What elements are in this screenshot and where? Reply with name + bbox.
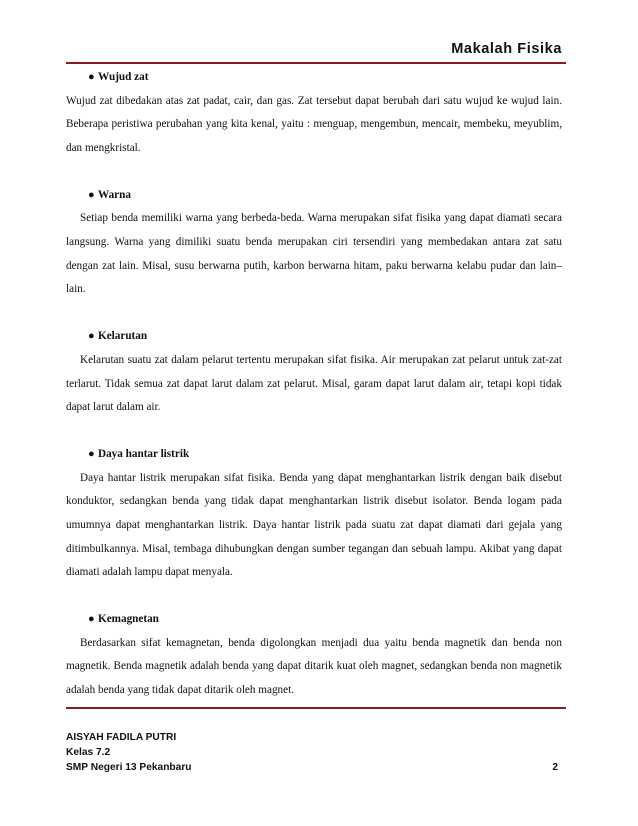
- section-paragraph: Setiap benda memiliki warna yang berbeda-beda. Warna merupakan sifat fisika yang dapat diamati secara langsung. Warna yang dimiliki suatu benda merupakan ciri tersendiri yang membedakan antara zat satu dengan zat lain. Misal, susu berwarna putih, karbon berwarna hitam, paku berwarna kelabu pudar dan lain–lain.: [66, 212, 562, 296]
- section-paragraph: Kelarutan suatu zat dalam pelarut tertentu merupakan sifat fisika. Air merupakan zat pelarut untuk zat-zat terlarut. Tidak semua zat dapat larut dalam zat pelarut. Misal, garam dapat larut dalam air, tetapi kopi tidak dapat larut dalam air.: [66, 353, 562, 414]
- document-header-title: Makalah Fisika: [451, 41, 562, 57]
- footer-author: AISYAH FADILA PUTRI: [66, 732, 177, 743]
- section-daya-hantar-listrik: [66, 443, 562, 585]
- footer-divider: [66, 707, 566, 709]
- section-heading-text: Daya hantar listrik: [98, 448, 190, 461]
- bullet-icon: ●: [88, 448, 95, 461]
- section-kemagnetan: [66, 608, 562, 702]
- document-body: [66, 66, 562, 726]
- section-heading-text: Wujud zat: [98, 71, 149, 83]
- footer-class: Kelas 7.2: [66, 747, 111, 758]
- section-heading-text: Kelarutan: [98, 330, 148, 343]
- bullet-icon: ●: [88, 188, 95, 201]
- section-heading-text: Kemagnetan: [98, 613, 159, 626]
- header-divider: [66, 62, 566, 64]
- section-heading: [66, 66, 562, 90]
- section-heading: [66, 443, 562, 467]
- section-paragraph: Berdasarkan sifat kemagnetan, benda digolongkan menjadi dua yaitu benda magnetik dan benda non magnetik. Benda magnetik adalah benda yang dapat ditarik kuat oleh magnet, sedangkan benda non magnetik adalah benda yang tidak dapat ditarik oleh magnet.: [66, 636, 562, 697]
- section-heading-text: Warna: [98, 188, 131, 201]
- section-heading: [66, 184, 562, 208]
- bullet-icon: ●: [88, 330, 95, 343]
- section-heading: [66, 608, 562, 632]
- document-footer: [66, 730, 562, 775]
- section-kelarutan: [66, 325, 562, 419]
- section-wujud-zat: [66, 66, 562, 160]
- page-number: 2: [552, 762, 558, 773]
- bullet-icon: ●: [88, 71, 95, 83]
- section-warna: [66, 184, 562, 302]
- section-heading: [66, 325, 562, 349]
- section-paragraph: Daya hantar listrik merupakan sifat fisika. Benda yang dapat menghantarkan listrik dengan baik disebut konduktor, sedangkan benda yang tidak dapat menghantarkan listrik disebut isolator. Benda logam pada umumnya dapat menghantarkan listrik. Daya hantar listrik pada suatu zat dapat diamati dari gejala yang ditimbulkannya. Misal, tembaga dihubungkan dengan sumber tegangan dan sebuah lampu. Akibat yang dapat diamati adalah lampu dapat menyala.: [66, 471, 562, 579]
- footer-school: SMP Negeri 13 Pekanbaru: [66, 762, 192, 773]
- section-paragraph: Wujud zat dibedakan atas zat padat, cair, dan gas. Zat tersebut dapat berubah dari satu wujud ke wujud lain. Beberapa peristiwa perubahan yang kita kenal, yaitu : menguap, mengembun, mencair, membeku, meyublim, dan mengkristal.: [66, 94, 562, 154]
- bullet-icon: ●: [88, 613, 95, 626]
